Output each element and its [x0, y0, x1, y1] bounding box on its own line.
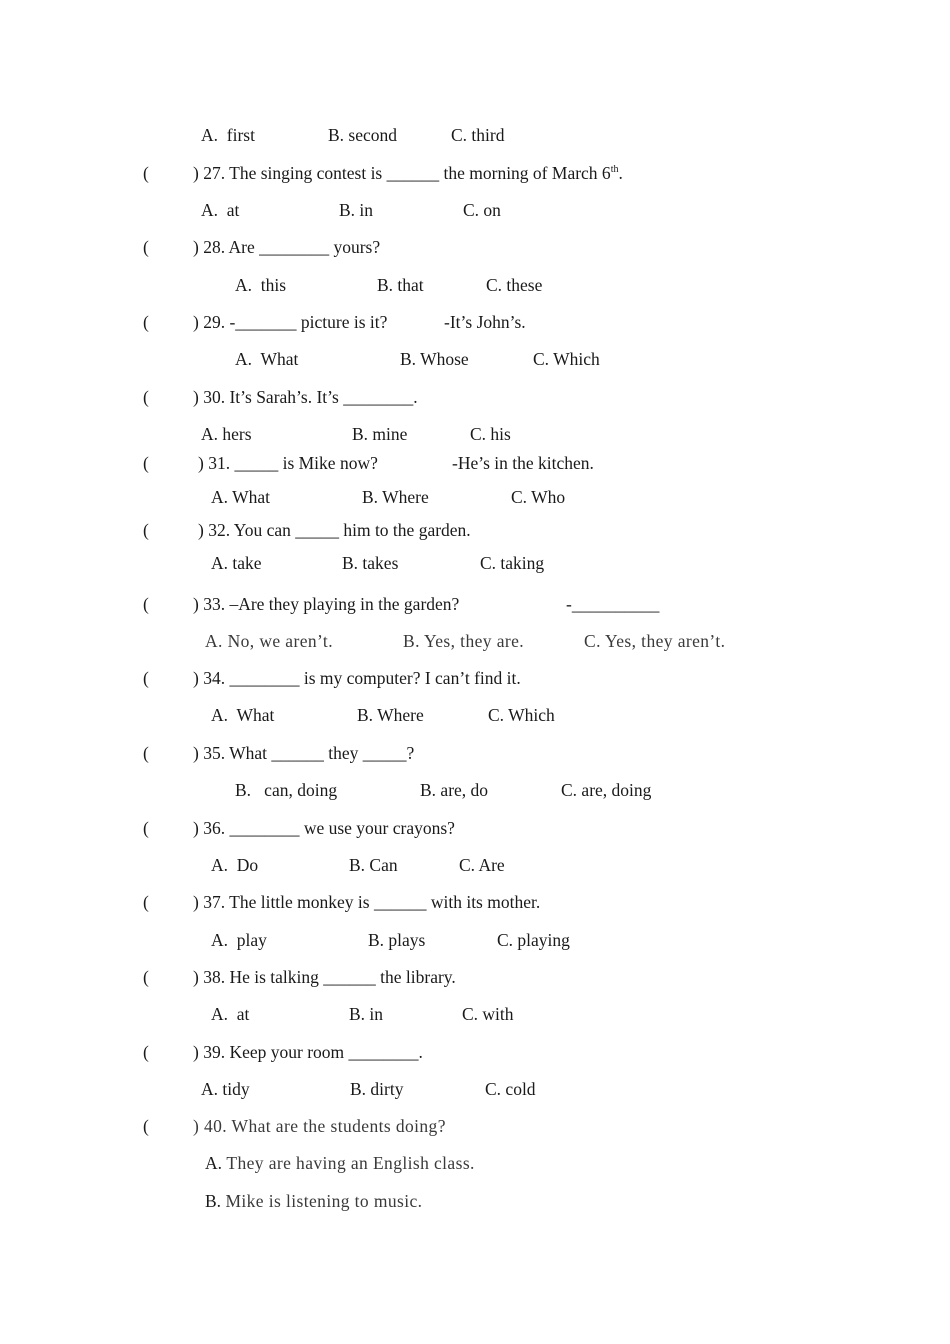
answer-paren: ( [143, 453, 149, 473]
option-c: C. playing [497, 930, 570, 950]
question-31: ) 31. _____ is Mike now? [198, 453, 378, 473]
option-b: B. Can [349, 855, 398, 875]
answer-paren: ( [143, 1042, 149, 1062]
option-a: A. hers [201, 424, 252, 444]
answer-paren: ( [143, 163, 149, 183]
option-c: C. are, doing [561, 780, 652, 800]
option-a: A. What [211, 705, 275, 725]
question-33: ) 33. –Are they playing in the garden? [193, 594, 460, 614]
option-b: B. second [328, 125, 398, 145]
option-a: A. play [211, 930, 267, 950]
question-29: ) 29. -_______ picture is it? [193, 312, 388, 332]
option-c: C. third [451, 125, 505, 145]
question-34: ) 34. ________ is my computer? I can’t find it. [193, 668, 521, 688]
answer-paren: ( [143, 1116, 149, 1136]
option-a: A. tidy [201, 1079, 250, 1099]
ordinal-suffix: th [610, 164, 619, 175]
option-c: C. Which [533, 349, 600, 369]
answer-paren: ( [143, 743, 149, 763]
answer-paren: ( [143, 668, 149, 688]
option-b: B. dirty [350, 1079, 404, 1099]
option-letter: B. [205, 1191, 222, 1211]
answer-paren: ( [143, 520, 149, 540]
question-text: ) 27. The singing contest is ______ the morning of March 6 [193, 163, 611, 183]
option-c: C. cold [485, 1079, 536, 1099]
question-30: ) 30. It’s Sarah’s. It’s ________. [193, 387, 418, 407]
option-a: B. can, doing [235, 780, 338, 800]
option-c: C. Who [511, 487, 566, 507]
dialog-answer: -He’s in the kitchen. [452, 453, 594, 473]
answer-paren: ( [143, 967, 149, 987]
answer-paren: ( [143, 892, 149, 912]
option-b: B. plays [368, 930, 426, 950]
option-c: C. with [462, 1004, 514, 1024]
option-b: B. are, do [420, 780, 489, 800]
option-text: They are having an English class. [226, 1153, 475, 1173]
question-40: ) 40. What are the students doing? [193, 1116, 446, 1136]
dialog-answer: -It’s John’s. [444, 312, 526, 332]
option-text: Mike is listening to music. [225, 1191, 423, 1211]
option-a: A. What [211, 487, 270, 507]
option-c: C. these [486, 275, 543, 295]
option-a: A. What [235, 349, 299, 369]
option-b: B. Where [357, 705, 424, 725]
option-a: A. this [235, 275, 287, 295]
answer-paren: ( [143, 312, 149, 332]
question-end: . [618, 163, 623, 183]
answer-paren: ( [143, 237, 149, 257]
option-c: C. his [470, 424, 511, 444]
option-b: B. that [377, 275, 424, 295]
answer-paren: ( [143, 387, 149, 407]
option-b: B. Where [362, 487, 429, 507]
option-b: B. in [349, 1004, 384, 1024]
answer-paren: ( [143, 594, 149, 614]
option-a: A. No, we aren’t. [205, 631, 333, 651]
option-b [205, 1190, 422, 1212]
question-39: ) 39. Keep your room ________. [193, 1042, 423, 1062]
option-letter: A. [205, 1153, 223, 1173]
question-38: ) 38. He is talking ______ the library. [193, 967, 456, 987]
option-b: B. takes [342, 553, 399, 573]
question-35: ) 35. What ______ they _____? [193, 743, 415, 763]
option-a: A. at [201, 200, 240, 220]
option-b: B. in [339, 200, 374, 220]
option-b: B. Yes, they are. [403, 631, 525, 651]
option-a: A. at [211, 1004, 250, 1024]
option-c: C. taking [480, 553, 545, 573]
question-32: ) 32. You can _____ him to the garden. [198, 520, 471, 540]
option-a: A. first [201, 125, 255, 145]
option-c: C. on [463, 200, 501, 220]
option-b: B. mine [352, 424, 408, 444]
question-27 [193, 162, 623, 184]
option-c: C. Are [459, 855, 505, 875]
option-c: C. Which [488, 705, 555, 725]
option-b: B. Whose [400, 349, 469, 369]
answer-paren: ( [143, 818, 149, 838]
option-a [205, 1152, 475, 1174]
question-36: ) 36. ________ we use your crayons? [193, 818, 455, 838]
question-28: ) 28. Are ________ yours? [193, 237, 381, 257]
option-a: A. Do [211, 855, 259, 875]
dialog-answer: -__________ [566, 594, 660, 614]
question-37: ) 37. The little monkey is ______ with its mother. [193, 892, 541, 912]
option-c: C. Yes, they aren’t. [584, 631, 726, 651]
option-a: A. take [211, 553, 262, 573]
